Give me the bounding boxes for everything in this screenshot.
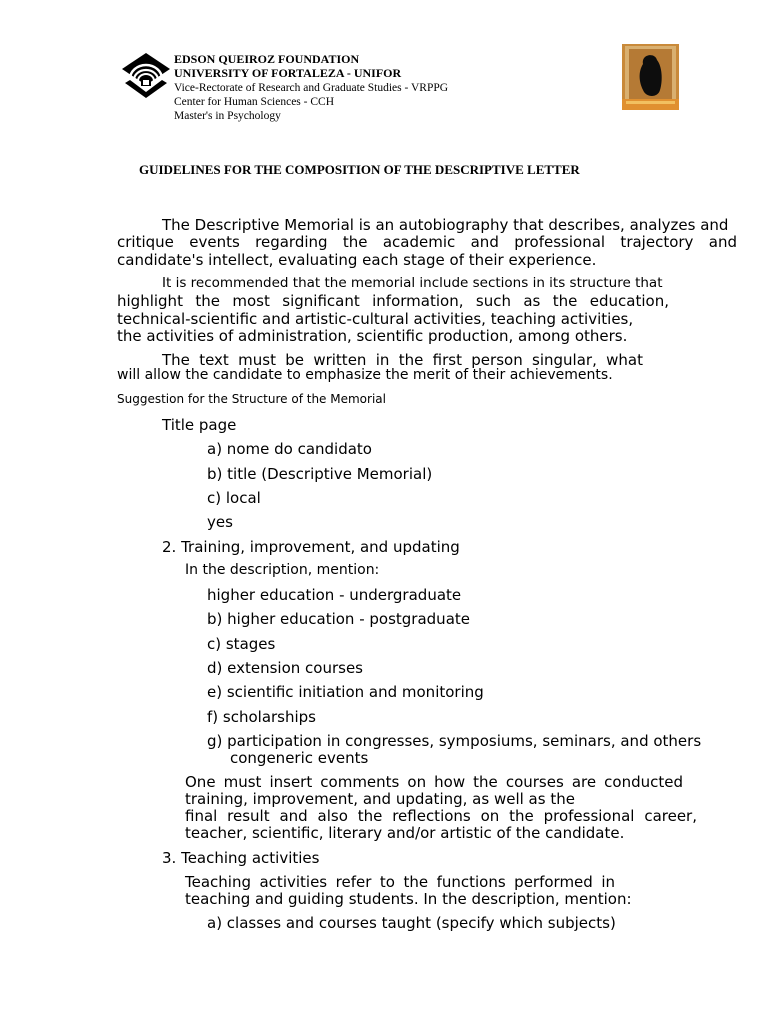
section2-item: d) extension courses bbox=[207, 659, 363, 677]
section2-comment-line4: teacher, scientific, literary and/or artistic of the candidate. bbox=[185, 824, 625, 842]
section2-item: f) scholarships bbox=[207, 708, 316, 726]
intro-p3-line2: will allow the candidate to emphasize the merit of their achievements. bbox=[117, 367, 613, 383]
section1-item: b) title (Descriptive Memorial) bbox=[207, 465, 433, 483]
intro-p2-line1: It is recommended that the memorial include sections in its structure that bbox=[162, 275, 663, 291]
org-vice-rectorate: Vice-Rectorate of Research and Graduate Studies - VRPPG bbox=[174, 82, 449, 94]
org-university: UNIVERSITY OF FORTALEZA - UNIFOR bbox=[174, 66, 402, 80]
section2-heading: 2. Training, improvement, and updating bbox=[162, 538, 460, 556]
intro-p1-line2: critique events regarding the academic and professional trajectory and bbox=[117, 233, 737, 251]
section1-item: yes bbox=[207, 513, 233, 531]
document-title: GUIDELINES FOR THE COMPOSITION OF THE DESCRIPTIVE LETTER bbox=[139, 162, 580, 177]
intro-p2-line3: technical-scientific and artistic-cultural activities, teaching activities, bbox=[117, 310, 634, 328]
section3-desc-line2: teaching and guiding students. In the description, mention: bbox=[185, 890, 632, 908]
section2-item: e) scientific initiation and monitoring bbox=[207, 683, 484, 701]
section1-item: c) local bbox=[207, 489, 261, 507]
suggestion-label: Suggestion for the Structure of the Memorial bbox=[117, 392, 386, 406]
section2-lead: In the description, mention: bbox=[185, 562, 380, 578]
university-logo bbox=[121, 52, 171, 102]
section1-heading: Title page bbox=[162, 416, 237, 434]
section1-item: a) nome do candidato bbox=[207, 440, 372, 458]
section2-item: higher education - undergraduate bbox=[207, 586, 462, 604]
section2-comment-line1: One must insert comments on how the courses are conducted bbox=[185, 773, 683, 791]
intro-p1-line1: The Descriptive Memorial is an autobiography that describes, analyzes and bbox=[162, 216, 729, 234]
door-painting-image bbox=[622, 44, 679, 110]
org-program: Master's in Psychology bbox=[174, 110, 281, 122]
section2-comment-line3: final result and also the reflections on the professional career, bbox=[185, 807, 697, 825]
section2-item-continuation: congeneric events bbox=[230, 749, 369, 767]
intro-p2-line2: highlight the most significant information, such as the education, bbox=[117, 292, 669, 310]
intro-p3-line1: The text must be written in the first person singular, what bbox=[162, 351, 643, 369]
section2-comment-line2: training, improvement, and updating, as well as the bbox=[185, 790, 575, 808]
section2-item: g) participation in congresses, symposiums, seminars, and others bbox=[207, 732, 702, 750]
section2-item: c) stages bbox=[207, 635, 276, 653]
intro-p1-line3: candidate's intellect, evaluating each stage of their experience. bbox=[117, 251, 597, 269]
intro-p2-line4: the activities of administration, scientific production, among others. bbox=[117, 327, 628, 345]
section3-item: a) classes and courses taught (specify which subjects) bbox=[207, 914, 616, 932]
org-foundation: EDSON QUEIROZ FOUNDATION bbox=[174, 52, 360, 66]
section2-item: b) higher education - postgraduate bbox=[207, 610, 470, 628]
section3-heading: 3. Teaching activities bbox=[162, 849, 320, 867]
org-center: Center for Human Sciences - CCH bbox=[174, 96, 335, 108]
section3-desc-line1: Teaching activities refer to the functions performed in bbox=[185, 873, 615, 891]
